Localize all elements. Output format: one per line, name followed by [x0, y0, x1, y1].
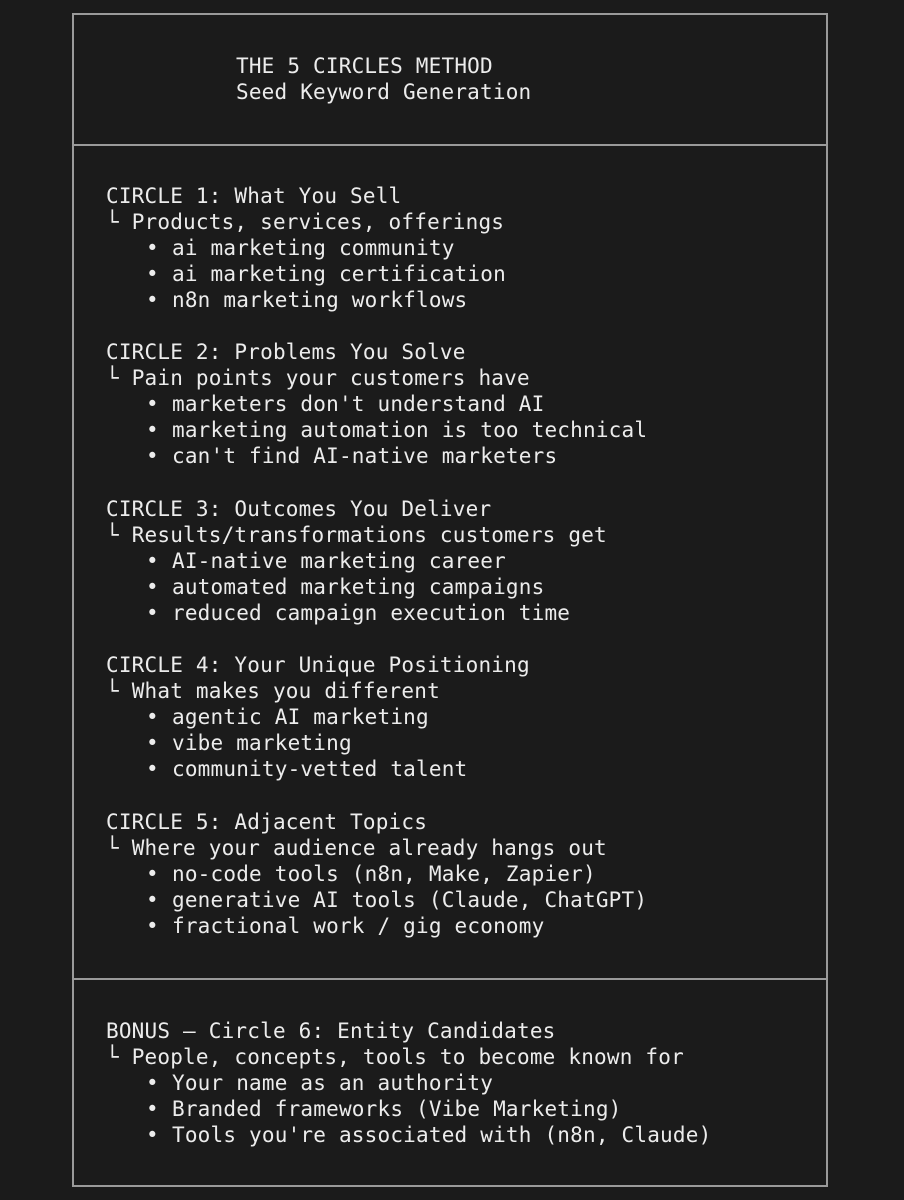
tree-branch-icon: └ [106, 679, 132, 703]
list-item: • Your name as an authority [146, 1071, 494, 1095]
bullet-icon: • [146, 262, 159, 286]
bonus-subtitle: └ People, concepts, tools to become known for [106, 1045, 684, 1069]
tree-branch-icon: └ [106, 836, 132, 860]
tree-branch-icon: └ [106, 366, 132, 390]
list-item: • vibe marketing [146, 731, 352, 755]
circle-1-subtitle: └ Products, services, offerings [106, 210, 505, 234]
bonus-title: BONUS – Circle 6: Entity Candidates [106, 1019, 556, 1043]
bullet-icon: • [146, 549, 159, 573]
list-item: • agentic AI marketing [146, 705, 429, 729]
bullet-icon: • [146, 888, 159, 912]
circle-4-subtitle: └ What makes you different [106, 679, 440, 703]
ascii-box-frame [72, 13, 828, 1187]
circle-4-title: CIRCLE 4: Your Unique Positioning [106, 653, 530, 677]
page-title: THE 5 CIRCLES METHOD [236, 54, 493, 78]
list-item: • can't find AI-native marketers [146, 444, 558, 468]
bullet-icon: • [146, 1123, 159, 1147]
list-item: • n8n marketing workflows [146, 288, 468, 312]
bullet-icon: • [146, 418, 159, 442]
page-subtitle: Seed Keyword Generation [236, 80, 532, 104]
bullet-icon: • [146, 575, 159, 599]
bullet-icon: • [146, 601, 159, 625]
circle-3-title: CIRCLE 3: Outcomes You Deliver [106, 497, 492, 521]
circle-2-title: CIRCLE 2: Problems You Solve [106, 340, 466, 364]
list-item: • ai marketing certification [146, 262, 506, 286]
list-item: • marketing automation is too technical [146, 418, 648, 442]
list-item: • marketers don't understand AI [146, 392, 545, 416]
list-item: • ai marketing community [146, 236, 455, 260]
list-item: • reduced campaign execution time [146, 601, 571, 625]
circle-1-title: CIRCLE 1: What You Sell [106, 184, 402, 208]
circle-3-subtitle: └ Results/transformations customers get [106, 523, 607, 547]
circle-5-title: CIRCLE 5: Adjacent Topics [106, 810, 428, 834]
bullet-icon: • [146, 705, 159, 729]
bullet-icon: • [146, 757, 159, 781]
tree-branch-icon: └ [106, 210, 132, 234]
bullet-icon: • [146, 862, 159, 886]
bullet-icon: • [146, 444, 159, 468]
list-item: • generative AI tools (Claude, ChatGPT) [146, 888, 648, 912]
list-item: • Branded frameworks (Vibe Marketing) [146, 1097, 622, 1121]
bullet-icon: • [146, 1071, 159, 1095]
list-item: • automated marketing campaigns [146, 575, 545, 599]
bullet-icon: • [146, 236, 159, 260]
list-item: • fractional work / gig economy [146, 914, 545, 938]
bullet-icon: • [146, 288, 159, 312]
circle-2-subtitle: └ Pain points your customers have [106, 366, 530, 390]
circle-5-subtitle: └ Where your audience already hangs out [106, 836, 607, 860]
bullet-icon: • [146, 731, 159, 755]
list-item: • community-vetted talent [146, 757, 468, 781]
bonus-divider [74, 978, 826, 980]
bullet-icon: • [146, 1097, 159, 1121]
header-divider [74, 144, 826, 146]
tree-branch-icon: └ [106, 523, 132, 547]
list-item: • no-code tools (n8n, Make, Zapier) [146, 862, 596, 886]
tree-branch-icon: └ [106, 1045, 132, 1069]
list-item: • AI-native marketing career [146, 549, 506, 573]
list-item: • Tools you're associated with (n8n, Claude) [146, 1123, 712, 1147]
bullet-icon: • [146, 914, 159, 938]
bullet-icon: • [146, 392, 159, 416]
